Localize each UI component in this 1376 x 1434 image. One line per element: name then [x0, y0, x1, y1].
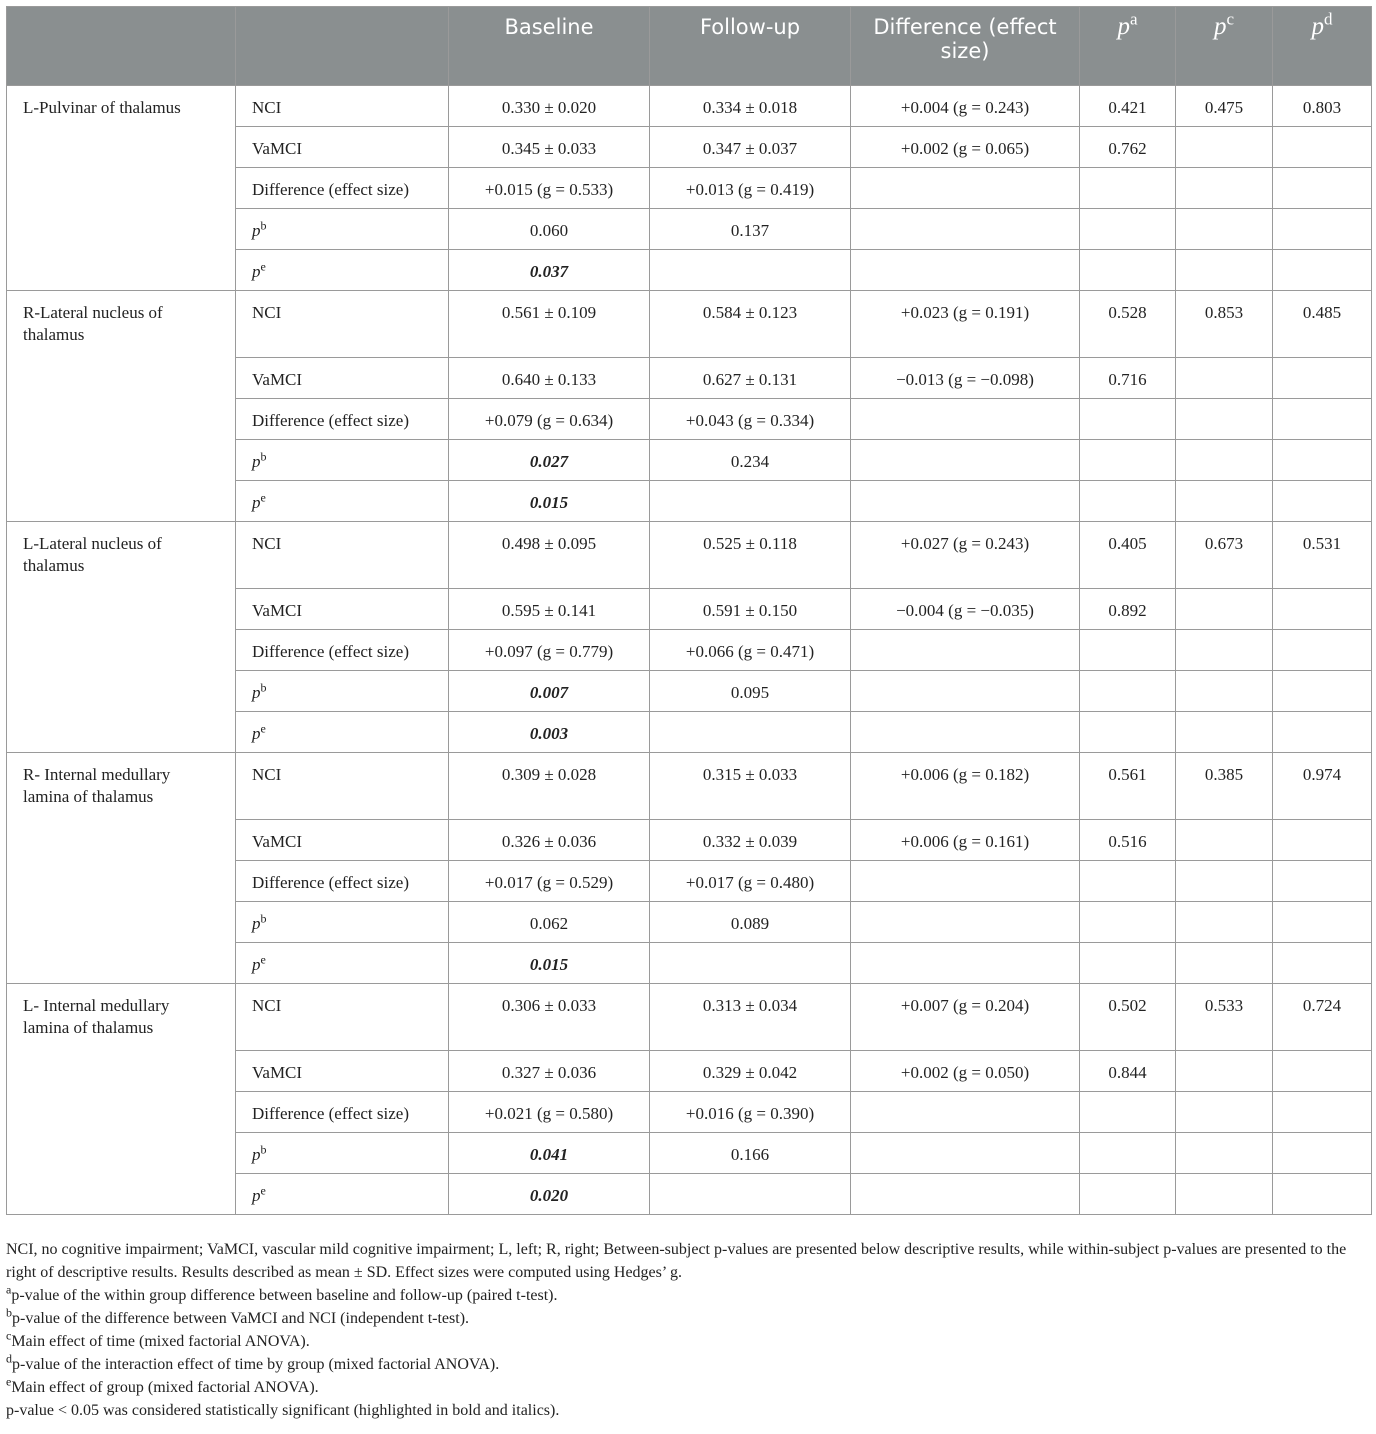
cell-pc [1176, 943, 1273, 984]
cell-pa [1080, 168, 1176, 209]
cell-pd [1273, 671, 1372, 712]
cell-baseline: 0.037 [449, 250, 650, 291]
cell-followup: 0.313 ± 0.034 [650, 984, 851, 1051]
header-pd: $p^d$ [1273, 7, 1372, 86]
cell-pd: 0.803 [1273, 86, 1372, 127]
cell-pc [1176, 861, 1273, 902]
cell-baseline: 0.561 ± 0.109 [449, 291, 650, 358]
cell-pd [1273, 1174, 1372, 1215]
row-label: Difference (effect size) [236, 630, 449, 671]
cell-pd [1273, 399, 1372, 440]
cell-difference [851, 440, 1080, 481]
cell-difference [851, 399, 1080, 440]
header-baseline: Baseline [449, 7, 650, 86]
cell-difference [851, 712, 1080, 753]
cell-difference [851, 168, 1080, 209]
cell-followup: 0.627 ± 0.131 [650, 358, 851, 399]
row-label: $p^b$ [236, 209, 449, 250]
cell-baseline: 0.015 [449, 481, 650, 522]
cell-pd [1273, 168, 1372, 209]
row-label: $p^b$ [236, 902, 449, 943]
cell-difference [851, 481, 1080, 522]
cell-pa: 0.528 [1080, 291, 1176, 358]
cell-pa [1080, 399, 1176, 440]
cell-baseline: 0.306 ± 0.033 [449, 984, 650, 1051]
cell-difference: +0.006 (g = 0.161) [851, 820, 1080, 861]
table-body [7, 86, 1372, 1215]
cell-pd [1273, 358, 1372, 399]
cell-followup: +0.043 (g = 0.334) [650, 399, 851, 440]
cell-followup [650, 481, 851, 522]
cell-pd [1273, 589, 1372, 630]
cell-pc [1176, 358, 1273, 399]
row-label: NCI [236, 753, 449, 820]
row-label: $p^e$ [236, 712, 449, 753]
cell-followup: 0.347 ± 0.037 [650, 127, 851, 168]
footnote-e: $^e$Main effect of group (mixed factorial ANOVA). [6, 1374, 319, 1396]
cell-followup [650, 943, 851, 984]
cell-followup: 0.591 ± 0.150 [650, 589, 851, 630]
row-label: Difference (effect size) [236, 399, 449, 440]
cell-followup [650, 712, 851, 753]
header-empty-2 [236, 7, 449, 86]
results-table [6, 6, 1372, 1215]
cell-pd [1273, 440, 1372, 481]
header-pc: $p^c$ [1176, 7, 1273, 86]
cell-followup: 0.137 [650, 209, 851, 250]
region-name: L-Lateral nucleus of thalamus [7, 522, 236, 753]
cell-pd [1273, 481, 1372, 522]
cell-pc [1176, 1174, 1273, 1215]
cell-pc [1176, 1051, 1273, 1092]
cell-pc [1176, 1092, 1273, 1133]
row-label: VaMCI [236, 127, 449, 168]
cell-pd [1273, 820, 1372, 861]
cell-baseline: 0.309 ± 0.028 [449, 753, 650, 820]
cell-followup: +0.016 (g = 0.390) [650, 1092, 851, 1133]
row-label: VaMCI [236, 589, 449, 630]
header-empty-1 [7, 7, 236, 86]
row-label: NCI [236, 86, 449, 127]
cell-pd [1273, 943, 1372, 984]
cell-pc [1176, 209, 1273, 250]
cell-pc: 0.673 [1176, 522, 1273, 589]
region-name: R-Lateral nucleus of thalamus [7, 291, 236, 522]
cell-pc [1176, 481, 1273, 522]
cell-followup: 0.584 ± 0.123 [650, 291, 851, 358]
footnotes [6, 1238, 1368, 1422]
cell-pa [1080, 861, 1176, 902]
cell-baseline: +0.079 (g = 0.634) [449, 399, 650, 440]
cell-pc [1176, 127, 1273, 168]
footnote-main: NCI, no cognitive impairment; VaMCI, vascular mild cognitive impairment; L, left; R, right; Between-subject p-values are presented below descriptive results, while within-subject p-values are presented to the right of descriptive results. Results described as mean ± SD. Effect sizes were computed using Hedges’ g. [6, 1241, 1347, 1281]
cell-pc [1176, 902, 1273, 943]
cell-pc: 0.385 [1176, 753, 1273, 820]
cell-followup: 0.332 ± 0.039 [650, 820, 851, 861]
footnote-significance: p-value < 0.05 was considered statistically significant (highlighted in bold and italics). [6, 1402, 560, 1419]
cell-pc [1176, 440, 1273, 481]
cell-pd [1273, 712, 1372, 753]
cell-pd [1273, 127, 1372, 168]
cell-pa [1080, 209, 1176, 250]
cell-pd [1273, 209, 1372, 250]
cell-baseline: 0.062 [449, 902, 650, 943]
cell-baseline: +0.015 (g = 0.533) [449, 168, 650, 209]
cell-baseline: 0.027 [449, 440, 650, 481]
cell-pc [1176, 250, 1273, 291]
cell-pd [1273, 902, 1372, 943]
cell-followup: 0.095 [650, 671, 851, 712]
cell-baseline: +0.017 (g = 0.529) [449, 861, 650, 902]
cell-followup: 0.525 ± 0.118 [650, 522, 851, 589]
cell-pc: 0.533 [1176, 984, 1273, 1051]
cell-difference [851, 943, 1080, 984]
cell-difference [851, 250, 1080, 291]
footnote-b: $^b$p-value of the difference between VaMCI and NCI (independent t-test). [6, 1305, 470, 1327]
cell-baseline: 0.327 ± 0.036 [449, 1051, 650, 1092]
footnote-a: $^a$p-value of the within group difference between baseline and follow-up (paired t-test). [6, 1282, 558, 1304]
cell-pd: 0.531 [1273, 522, 1372, 589]
row-label: $p^e$ [236, 943, 449, 984]
table-row [7, 984, 1372, 1051]
row-label: VaMCI [236, 358, 449, 399]
cell-baseline: 0.595 ± 0.141 [449, 589, 650, 630]
cell-baseline: 0.060 [449, 209, 650, 250]
cell-followup: +0.066 (g = 0.471) [650, 630, 851, 671]
cell-followup: +0.013 (g = 0.419) [650, 168, 851, 209]
row-label: $p^e$ [236, 481, 449, 522]
cell-pa: 0.844 [1080, 1051, 1176, 1092]
cell-pa [1080, 1092, 1176, 1133]
header-row [7, 7, 1372, 86]
cell-pc: 0.475 [1176, 86, 1273, 127]
row-label: $p^b$ [236, 1133, 449, 1174]
cell-pd [1273, 1133, 1372, 1174]
header-pa: $p^a$ [1080, 7, 1176, 86]
table-row [7, 86, 1372, 127]
cell-pa [1080, 902, 1176, 943]
cell-pa: 0.421 [1080, 86, 1176, 127]
cell-baseline: 0.330 ± 0.020 [449, 86, 650, 127]
cell-pd [1273, 1092, 1372, 1133]
cell-baseline: +0.097 (g = 0.779) [449, 630, 650, 671]
cell-pc [1176, 1133, 1273, 1174]
row-label: NCI [236, 522, 449, 589]
cell-difference: +0.002 (g = 0.050) [851, 1051, 1080, 1092]
cell-difference: +0.027 (g = 0.243) [851, 522, 1080, 589]
table-row [7, 291, 1372, 358]
region-name: L-Pulvinar of thalamus [7, 86, 236, 291]
cell-pa [1080, 1174, 1176, 1215]
cell-pc [1176, 671, 1273, 712]
cell-difference [851, 630, 1080, 671]
region-name: L- Internal medullary lamina of thalamus [7, 984, 236, 1215]
cell-pc: 0.853 [1176, 291, 1273, 358]
cell-baseline: 0.345 ± 0.033 [449, 127, 650, 168]
cell-difference [851, 1174, 1080, 1215]
cell-difference [851, 902, 1080, 943]
cell-difference [851, 671, 1080, 712]
cell-difference [851, 1092, 1080, 1133]
row-label: Difference (effect size) [236, 1092, 449, 1133]
cell-baseline: 0.007 [449, 671, 650, 712]
cell-difference: +0.006 (g = 0.182) [851, 753, 1080, 820]
cell-difference: +0.007 (g = 0.204) [851, 984, 1080, 1051]
cell-pd: 0.974 [1273, 753, 1372, 820]
row-label: VaMCI [236, 820, 449, 861]
cell-pa: 0.516 [1080, 820, 1176, 861]
cell-baseline: +0.021 (g = 0.580) [449, 1092, 650, 1133]
cell-difference: −0.013 (g = −0.098) [851, 358, 1080, 399]
cell-pd [1273, 861, 1372, 902]
cell-followup: +0.017 (g = 0.480) [650, 861, 851, 902]
cell-difference: −0.004 (g = −0.035) [851, 589, 1080, 630]
cell-pd: 0.485 [1273, 291, 1372, 358]
cell-pd [1273, 630, 1372, 671]
cell-followup: 0.234 [650, 440, 851, 481]
cell-pc [1176, 820, 1273, 861]
cell-pa [1080, 712, 1176, 753]
cell-pa: 0.762 [1080, 127, 1176, 168]
cell-followup: 0.166 [650, 1133, 851, 1174]
cell-followup [650, 250, 851, 291]
cell-difference [851, 1133, 1080, 1174]
cell-baseline: 0.326 ± 0.036 [449, 820, 650, 861]
row-label: NCI [236, 291, 449, 358]
table-row [7, 522, 1372, 589]
cell-baseline: 0.041 [449, 1133, 650, 1174]
cell-baseline: 0.640 ± 0.133 [449, 358, 650, 399]
cell-pc [1176, 399, 1273, 440]
cell-followup: 0.315 ± 0.033 [650, 753, 851, 820]
row-label: NCI [236, 984, 449, 1051]
footnote-d: $^d$p-value of the interaction effect of time by group (mixed factorial ANOVA). [6, 1351, 500, 1373]
cell-pa: 0.405 [1080, 522, 1176, 589]
cell-pc [1176, 589, 1273, 630]
cell-baseline: 0.020 [449, 1174, 650, 1215]
cell-pa [1080, 671, 1176, 712]
cell-difference [851, 861, 1080, 902]
cell-pd [1273, 1051, 1372, 1092]
cell-difference: +0.004 (g = 0.243) [851, 86, 1080, 127]
row-label: $p^e$ [236, 250, 449, 291]
cell-pa: 0.716 [1080, 358, 1176, 399]
row-label: Difference (effect size) [236, 168, 449, 209]
footnote-c: $^c$Main effect of time (mixed factorial ANOVA). [6, 1328, 310, 1350]
cell-pa [1080, 943, 1176, 984]
cell-pa [1080, 1133, 1176, 1174]
cell-followup: 0.334 ± 0.018 [650, 86, 851, 127]
row-label: $p^b$ [236, 440, 449, 481]
cell-pd [1273, 250, 1372, 291]
cell-pc [1176, 630, 1273, 671]
cell-difference [851, 209, 1080, 250]
cell-pa [1080, 481, 1176, 522]
cell-pc [1176, 168, 1273, 209]
cell-pa [1080, 440, 1176, 481]
cell-baseline: 0.015 [449, 943, 650, 984]
row-label: Difference (effect size) [236, 861, 449, 902]
region-name: R- Internal medullary lamina of thalamus [7, 753, 236, 984]
row-label: $p^e$ [236, 1174, 449, 1215]
cell-pa [1080, 250, 1176, 291]
cell-pa: 0.892 [1080, 589, 1176, 630]
cell-pa [1080, 630, 1176, 671]
header-followup: Follow-up [650, 7, 851, 86]
cell-baseline: 0.498 ± 0.095 [449, 522, 650, 589]
cell-followup [650, 1174, 851, 1215]
cell-pa: 0.502 [1080, 984, 1176, 1051]
cell-followup: 0.089 [650, 902, 851, 943]
cell-pd: 0.724 [1273, 984, 1372, 1051]
cell-baseline: 0.003 [449, 712, 650, 753]
cell-pa: 0.561 [1080, 753, 1176, 820]
cell-pc [1176, 712, 1273, 753]
table-row [7, 753, 1372, 820]
row-label: $p^b$ [236, 671, 449, 712]
cell-difference: +0.023 (g = 0.191) [851, 291, 1080, 358]
row-label: VaMCI [236, 1051, 449, 1092]
cell-followup: 0.329 ± 0.042 [650, 1051, 851, 1092]
cell-difference: +0.002 (g = 0.065) [851, 127, 1080, 168]
header-difference: Difference (effect size) [851, 7, 1080, 86]
